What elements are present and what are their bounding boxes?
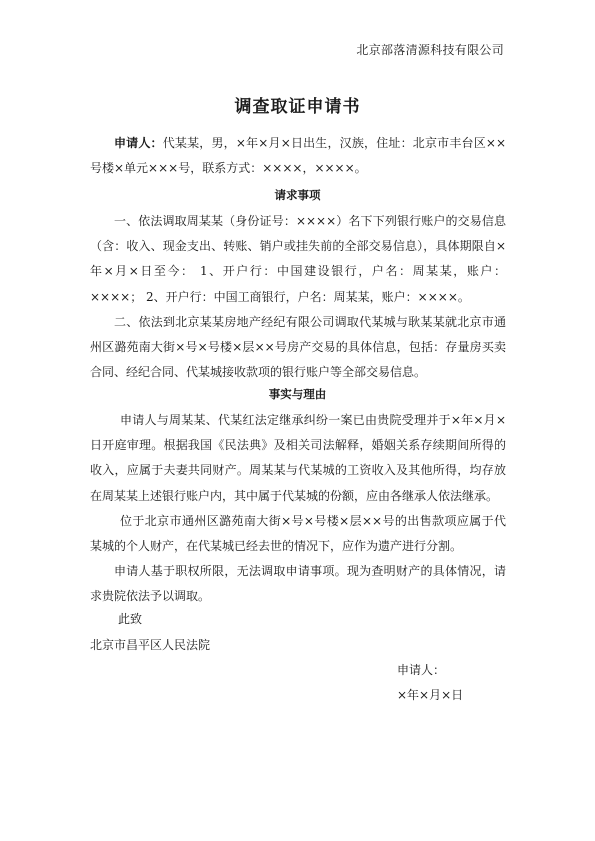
document-title: 调查取证申请书 bbox=[234, 97, 361, 117]
requests-heading: 请求事项 bbox=[274, 188, 321, 202]
applicant-text: 代某某，男，×年×月×日出生，汉族，住址：北京市丰台区××号楼×单元×××号，联系方式：××××，××××。 bbox=[90, 136, 506, 176]
salutation: 此致 bbox=[118, 612, 143, 626]
request-item-2: 二、依法到北京某某房地产经纪有限公司调取代某城与耿某某就北京市通州区潞苑南大街×号×号楼×层××号房产交易的具体信息，包括：存量房买卖合同、经纪合同、代某城接收款项的银行账户等全部交易信息。 bbox=[90, 315, 506, 380]
signature-date: ×年×月×日 bbox=[397, 688, 464, 702]
facts-heading: 事实与理由 bbox=[268, 387, 327, 401]
request-item-1: 一、依法调取周某某（身份证号：××××）名下下列银行账户的交易信息（含：收入、现金支出、转账、销户或挂失前的全部交易信息），具体期限自×年×月×日至今： 1、开户行：中国建设银行，户名：周某某，账户：××××； 2、开户行：中国工商银行，户名：周某某，账户：××××。 bbox=[90, 214, 506, 304]
facts-paragraph-1: 申请人与周某某、代某红法定继承纠纷一案已由贵院受理并于×年×月×日开庭审理。根据我国《民法典》及相关司法解释，婚姻关系存续期间所得的收入，应属于夫妻共同财产。周某某与代某城的工资收入及其他所得，均存放在周某某上述银行账户内，其中属于代某城的份额，应由各继承人依法继承。 bbox=[90, 413, 506, 503]
facts-paragraph-3: 申请人基于职权所限，无法调取申请事项。现为查明财产的具体情况，请求贵院依法予以调取。 bbox=[90, 564, 506, 604]
applicant-label: 申请人： bbox=[114, 136, 163, 150]
company-header: 北京部落清源科技有限公司 bbox=[356, 43, 504, 57]
signature-label: 申请人： bbox=[397, 663, 446, 677]
court-name: 北京市昌平区人民法院 bbox=[90, 638, 211, 652]
applicant-paragraph bbox=[90, 131, 506, 181]
facts-paragraph-2: 位于北京市通州区潞苑南大街×号×号楼×层××号的出售款项应属于代某城的个人财产，在代某城已经去世的情况下，应作为遗产进行分割。 bbox=[90, 514, 506, 554]
